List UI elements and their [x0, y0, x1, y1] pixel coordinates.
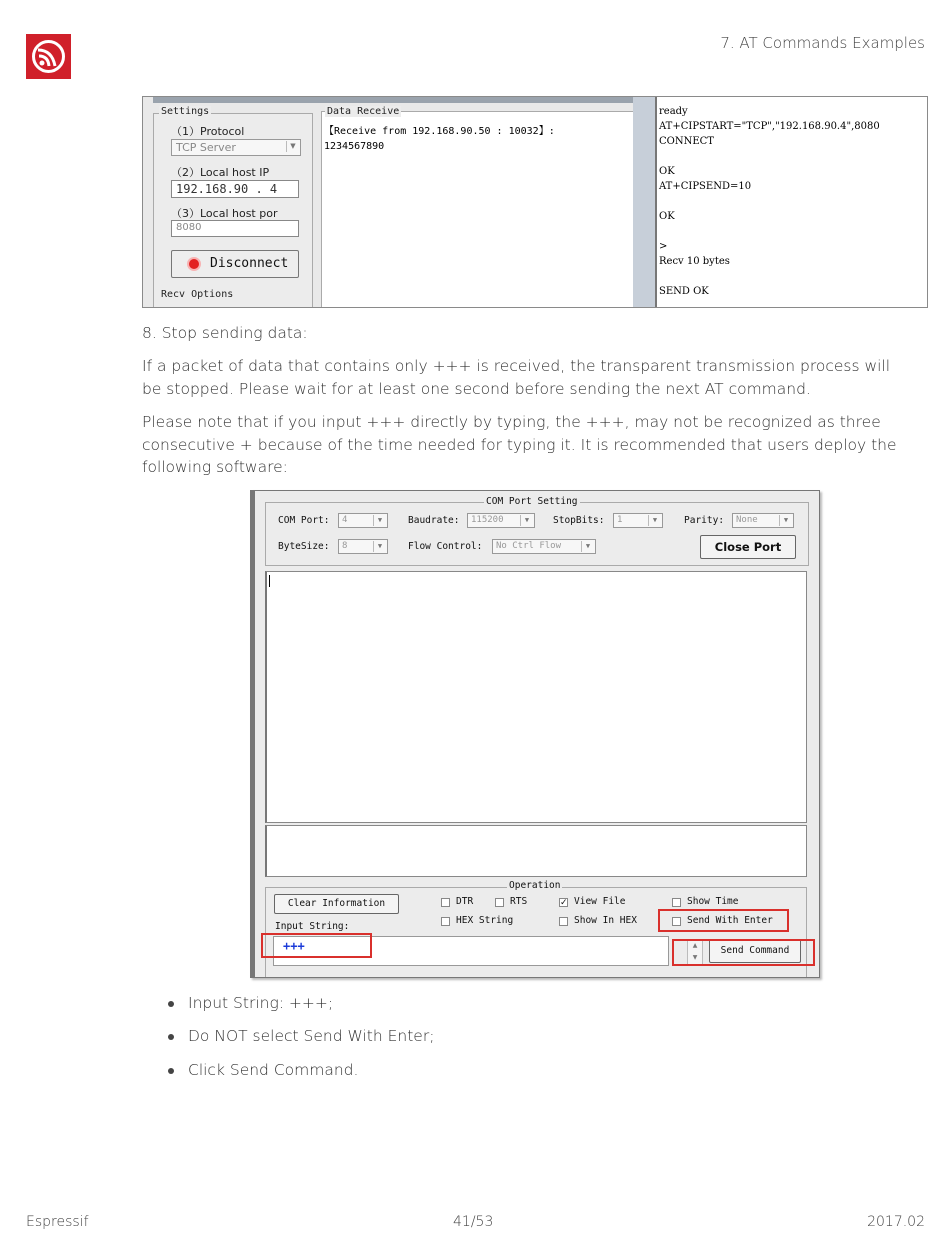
terminal-lines	[659, 104, 880, 299]
ip-label: （2）Local host IP	[171, 166, 270, 179]
terminal-line: OK	[659, 211, 675, 222]
chevron-down-icon: ▼	[373, 515, 386, 526]
parity-label: Parity:	[684, 515, 725, 526]
rts-label: RTS	[510, 896, 528, 907]
disconnect-button[interactable]	[171, 250, 299, 278]
terminal-line	[659, 269, 880, 284]
data-receive-legend: Data Receive	[327, 106, 400, 117]
show-in-hex-label: Show In HEX	[574, 915, 637, 926]
window-titlebar	[153, 97, 633, 103]
send-with-enter-label: Send With Enter	[687, 915, 773, 926]
show-time-checkbox[interactable]	[672, 898, 681, 907]
baudrate-label: Baudrate:	[408, 515, 460, 526]
terminal-line: Recv 10 bytes	[659, 256, 730, 267]
flow-control-value: No Ctrl Flow	[496, 541, 562, 551]
terminal-line: AT+CIPSEND=10	[659, 181, 752, 192]
terminal-line: OK	[659, 166, 675, 177]
bullet-item	[168, 1027, 434, 1045]
terminal-line: ready	[659, 106, 688, 117]
chevron-down-icon: ▼	[779, 515, 792, 526]
bullet-text: Do NOT select Send With Enter;	[188, 1027, 435, 1045]
receive-text-area[interactable]	[265, 571, 807, 823]
protocol-label: （1）Protocol	[171, 125, 245, 138]
terminal-line: SEND OK	[659, 286, 709, 297]
hex-string-label: HEX String	[456, 915, 514, 926]
flow-control-select[interactable]	[492, 539, 596, 554]
window-edge	[251, 491, 255, 977]
footer-page-number: 41/53	[453, 1214, 494, 1230]
com-port-value: 4	[342, 515, 348, 525]
protocol-select[interactable]	[171, 139, 301, 156]
hex-string-checkbox[interactable]	[441, 917, 450, 926]
port-label: （3）Local host por	[171, 207, 278, 220]
baudrate-select[interactable]	[467, 513, 535, 528]
view-file-label: View File	[574, 896, 626, 907]
com-port-setting-legend: COM Port Setting	[486, 496, 578, 507]
footer-company: Espressif	[26, 1214, 89, 1230]
chevron-down-icon: ▼	[373, 541, 386, 552]
send-with-enter-highlight	[658, 909, 789, 932]
chevron-down-icon: ▼	[692, 954, 698, 961]
view-file-checkbox[interactable]: ✓	[560, 898, 568, 908]
com-port-select[interactable]	[338, 513, 388, 528]
flow-control-label: Flow Control:	[408, 541, 483, 552]
protocol-value: TCP Server	[176, 141, 236, 154]
status-led-icon	[187, 257, 201, 271]
paragraph-2: Please note that if you input +++ directly by typing, the +++, may not be recognized as three consecutive + because of the time needed for typing it. It is recommended that users deploy the following software:	[142, 413, 897, 476]
bullet-text: Input String: +++;	[188, 994, 334, 1012]
show-time-label: Show Time	[687, 896, 739, 907]
terminal-line	[659, 224, 880, 239]
disconnect-label: Disconnect	[210, 256, 289, 271]
send-command-highlight	[672, 939, 815, 966]
input-string-value: +++	[283, 939, 305, 953]
terminal-line	[659, 194, 880, 209]
receive-line-1: 【Receive from 192.168.90.50 : 10032】:	[324, 126, 555, 137]
chevron-down-icon: ▼	[581, 541, 594, 552]
chevron-down-icon: ▼	[520, 515, 533, 526]
step-heading: 8. Stop sending data:	[142, 324, 308, 342]
stopbits-select[interactable]	[613, 513, 663, 528]
port-input[interactable]: 8080	[171, 220, 299, 237]
bullet-item	[168, 994, 333, 1012]
chevron-down-icon: ▼	[286, 141, 299, 152]
terminal-line: >	[659, 241, 668, 252]
bytesize-label: ByteSize:	[278, 541, 330, 552]
serial-tool-screenshot	[250, 490, 820, 978]
rts-checkbox[interactable]	[495, 898, 504, 907]
clear-information-button[interactable]: Clear Information	[274, 894, 399, 914]
send-text-area[interactable]	[265, 825, 807, 877]
baudrate-value: 115200	[471, 515, 504, 525]
dtr-checkbox[interactable]	[441, 898, 450, 907]
terminal-line: CONNECT	[659, 136, 714, 147]
chevron-down-icon: ▼	[648, 515, 661, 526]
serial-terminal	[655, 97, 927, 307]
window-divider	[633, 97, 655, 307]
input-string-label: Input String:	[275, 921, 350, 932]
bullet-icon	[168, 1034, 174, 1040]
operation-legend: Operation	[509, 880, 561, 891]
close-port-button[interactable]: Close Port	[700, 535, 796, 559]
chevron-up-icon: ▲	[692, 942, 698, 949]
parity-value: None	[736, 515, 758, 525]
settings-legend: Settings	[161, 106, 210, 117]
espressif-logo	[26, 34, 71, 79]
recv-options-legend: Recv Options	[161, 289, 234, 300]
stopbits-value: 1	[617, 515, 623, 525]
com-port-label: COM Port:	[278, 515, 330, 526]
footer-date: 2017.02	[867, 1214, 925, 1230]
show-in-hex-checkbox[interactable]	[559, 917, 568, 926]
receive-line-2: 1234567890	[324, 141, 385, 152]
bullet-item	[168, 1061, 358, 1079]
bullet-icon	[168, 1068, 174, 1074]
dtr-label: DTR	[456, 896, 474, 907]
bytesize-select[interactable]	[338, 539, 388, 554]
send-command-button[interactable]: Send Command	[709, 939, 801, 963]
header-title: 7. AT Commands Examples	[720, 34, 925, 52]
input-string-highlight	[261, 933, 372, 958]
text-cursor	[269, 575, 270, 587]
tcp-server-screenshot	[142, 96, 928, 308]
bullet-text: Click Send Command.	[188, 1061, 359, 1079]
terminal-line: AT+CIPSTART="TCP","192.168.90.4",8080	[659, 121, 880, 132]
parity-select[interactable]	[732, 513, 794, 528]
bullet-icon	[168, 1001, 174, 1007]
ip-input[interactable]: 192.168.90 . 4	[171, 180, 299, 198]
terminal-line	[659, 149, 880, 164]
paragraph-1: If a packet of data that contains only +++ is received, the transparent transmission process will be stopped. Please wait for at least one second before sending the next AT command.	[142, 357, 891, 398]
stopbits-label: StopBits:	[553, 515, 605, 526]
data-receive-panel[interactable]	[321, 111, 635, 308]
bytesize-value: 8	[342, 541, 348, 551]
